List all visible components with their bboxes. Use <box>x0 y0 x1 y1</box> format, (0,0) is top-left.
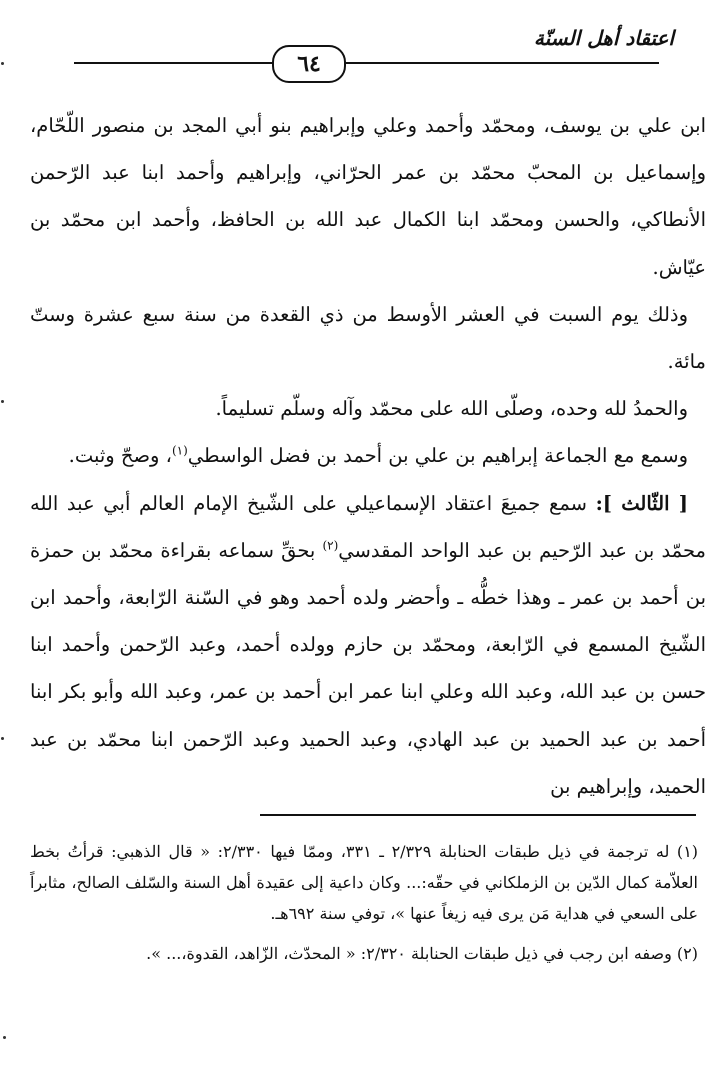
paragraph-5 <box>30 480 706 810</box>
footnotes <box>30 836 698 977</box>
footnote-ref-1[interactable]: (١) <box>171 443 188 458</box>
paragraph-2: وذلك يوم السبت في العشر الأوسط من ذي القعدة من سنة سبع عشرة وستّ مائة. <box>30 302 706 374</box>
margin-speck <box>1 62 4 65</box>
paragraph-4-text: وسمع مع الجماعة إبراهيم بن علي بن أحمد بن فضل الواسطي <box>187 444 688 468</box>
paragraph-1: ابن علي بن يوسف، ومحمّد وأحمد وعلي وإبراهيم بنو أبي المجد بن منصور اللّحّام، وإسماعيل بن المحبّ محمّد بن عمر الحرّاني، وإبراهيم وأحمد ابنا عبد الرّحمن الأنطاكي، والحسن ومحمّد ابنا الكمال عبد الله بن الحافظ، وأحمد ابن محمّد بن عيّاش. <box>30 114 706 279</box>
footnote-ref-2[interactable]: (٢) <box>322 538 339 553</box>
paragraph-4 <box>30 432 706 479</box>
body-text <box>30 102 706 810</box>
footnote-1: (١) له ترجمة في ذيل طبقات الحنابلة ٢/٣٢٩ ـ ٣٣١، وممّا فيها ٢/٣٣٠: « قال الذهبي: قرأتُ بخط العلاّمة كمال الدّين بن الزملكاني في حقّه:... وكان داعية إلى عقيدة أهل السنة والسّلف الصالح، مثابراً على السعي في هداية مَن يرى فيه زيغاً عنها »، توفي سنة ٦٩٢هـ. <box>30 842 699 924</box>
running-title: اعتقاد أهل السنّة <box>533 26 674 50</box>
paragraph-3: والحمدُ لله وحده، وصلّى الله على محمّد وآله وسلّم تسليماً. <box>215 397 688 421</box>
footnote-rule <box>260 814 696 816</box>
page-number: ٦٤ <box>272 45 346 83</box>
paragraph-5-text: سمع جميعَ اعتقاد الإسماعيلي على الشّيخ الإمام العالم أبي عبد الله محمّد بن عبد الرّحيم بن عبد الواحد المقدسي <box>30 491 706 562</box>
section-label: [ الثّالث ]: <box>595 491 688 515</box>
header-rule <box>74 62 659 64</box>
margin-speck <box>1 737 4 740</box>
margin-speck <box>3 1036 6 1039</box>
footnote-2: (٢) وصفه ابن رجب في ذيل طبقات الحنابلة ٢/٣٢٠: « المحدّث، الزّاهد، القدوة،... ». <box>146 943 698 963</box>
margin-speck <box>1 400 4 403</box>
paragraph-4-tail: ، وصحّ وثبت. <box>68 444 172 468</box>
paragraph-5-tail: بحقِّ سماعه بقراءة محمّد بن حمزة بن أحمد بن عمر ـ وهذا خطُّه ـ وأحضر ولده أحمد وهو في السّنة الرّابعة، وأحمد ابن الشّيخ المسمع في الرّابعة، ومحمّد بن حازم وولده أحمد، وعبد الرّحمن وأحمد ابنا حسن بن عبد الله، وعبد الله وعلي ابنا عمر ابن أحمد بن عمر، وعبد الله وأبو بكر ابنا أحمد بن عبد الحميد بن عبد الهادي، وعبد الحميد وعبد الرّحمن ابنا محمّد بن عبد الحميد، وإبراهيم بن <box>30 538 706 798</box>
